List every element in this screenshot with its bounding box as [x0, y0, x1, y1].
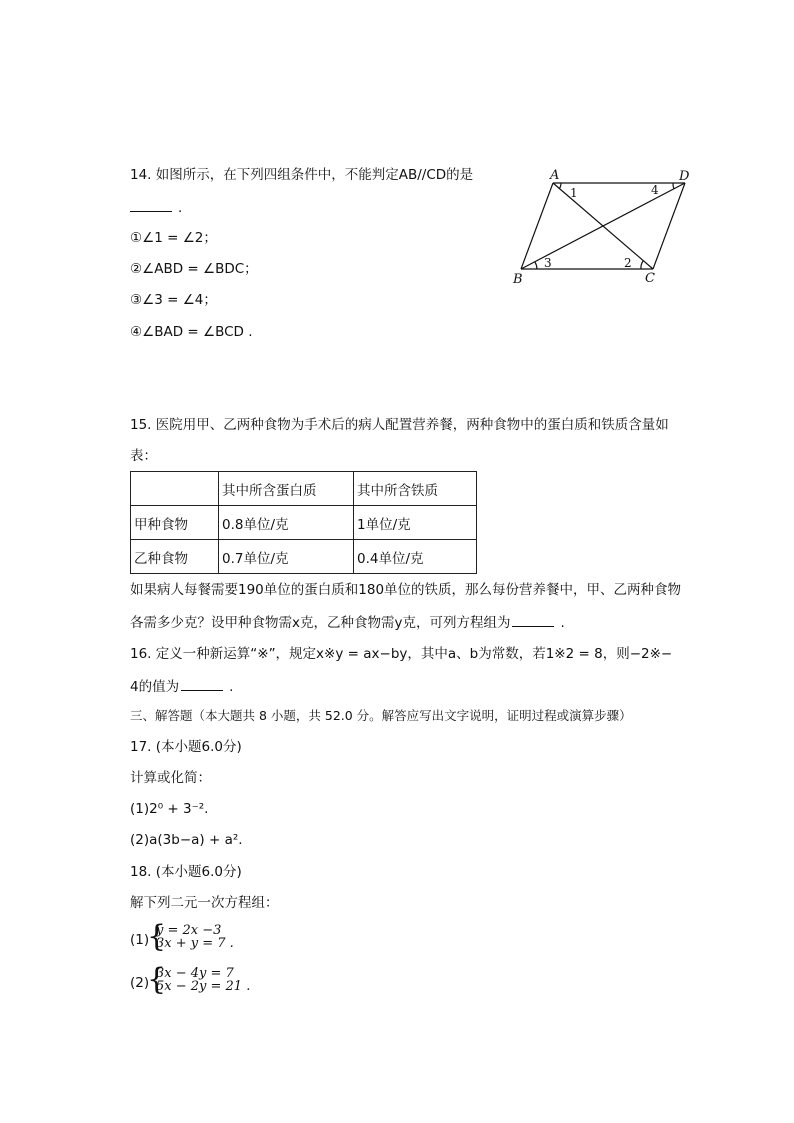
angle-arc-1: [559, 183, 561, 189]
angle-label-4: 4: [651, 183, 659, 197]
q18-title: 18. (本小题6.0分): [130, 864, 242, 880]
brace-icon: {: [147, 962, 167, 997]
vertex-label-b: B: [513, 272, 523, 286]
vertex-label-d: D: [679, 169, 690, 184]
angle-label-3: 3: [544, 256, 552, 270]
angle-label-1: 1: [570, 186, 578, 200]
table-cell: 0.7单位/克: [219, 540, 354, 574]
q18-system-2: [156, 967, 250, 993]
table-cell: 0.4单位/克: [354, 540, 477, 574]
q15-after-line1: 如果病人每餐需要190单位的蛋白质和180单位的铁质，那么每份营养餐中，甲、乙两种食物: [130, 582, 682, 598]
angle-arc-3: [535, 262, 537, 269]
q18-system-1: [156, 924, 234, 950]
q17-item-1: (1)2⁰ + 3⁻².: [130, 801, 209, 817]
q14-stem-text: 14. 如图所示，在下列四组条件中，不能判定AB//CD的是: [130, 167, 474, 183]
nutrition-table: [130, 471, 477, 574]
table-cell: 乙种食物: [131, 540, 219, 574]
answer-blank: [512, 612, 554, 627]
equation: y = 2x −3: [156, 923, 222, 938]
parallelogram-diagram: [508, 166, 698, 286]
q17-instruction: 计算或化简：: [130, 770, 211, 786]
q16-tail: .: [229, 679, 234, 695]
q16-line2-text: 4的值为: [130, 679, 180, 695]
q14-stem: [130, 165, 473, 185]
q15-after-line2: [130, 612, 565, 633]
angle-arc-2: [641, 261, 643, 269]
answer-blank: [130, 197, 172, 212]
q18-sys1-label: (1): [130, 932, 150, 948]
q18-instruction: 解下列二元一次方程组：: [130, 895, 279, 911]
table-row: [131, 540, 477, 574]
table-row: [131, 506, 477, 540]
q15-after-tail: .: [560, 615, 565, 631]
table-cell: 甲种食物: [131, 506, 219, 540]
q15-stem-line2: 表：: [130, 448, 157, 464]
q14-blank-tail: .: [178, 200, 183, 216]
equation: 3x − 4y = 7: [156, 966, 234, 981]
q18-sys2-label: (2): [130, 975, 150, 991]
q14-blank-line: [130, 197, 182, 218]
q17-item-2: (2)a(3b−a) + a².: [130, 832, 243, 848]
equation: 3x + y = 7 .: [156, 936, 234, 951]
table-header-cell: 其中所含铁质: [354, 472, 477, 506]
q15-stem-line1: 15. 医院用甲、乙两种食物为手术后的病人配置营养餐，两种食物中的蛋白质和铁质含量如: [130, 417, 669, 433]
table-header-row: [131, 472, 477, 506]
table-header-cell: [131, 472, 219, 506]
angle-label-2: 2: [624, 256, 632, 270]
q14-option-1: ①∠1 = ∠2；: [130, 230, 217, 246]
section-header: 三、解答题（本大题共 8 小题，共 52.0 分。解答应写出文字说明，证明过程或演算步骤）: [130, 708, 632, 723]
q16-line2: [130, 676, 233, 697]
q14-option-2: ②∠ABD = ∠BDC；: [130, 261, 258, 277]
q14-option-4: ④∠BAD = ∠BCD .: [130, 324, 253, 340]
vertex-label-c: C: [645, 271, 655, 286]
q15-after-line2-text: 各需多少克？设甲种食物需x克，乙种食物需y克，可列方程组为: [130, 615, 511, 631]
parallelogram-figure: [508, 166, 698, 290]
brace-icon: {: [147, 919, 167, 954]
vertex-label-a: A: [550, 168, 560, 183]
angle-arc-4: [673, 183, 674, 189]
table-cell: 1单位/克: [354, 506, 477, 540]
table-header-cell: 其中所含蛋白质: [219, 472, 354, 506]
q16-line1: 16. 定义一种新运算“※”，规定x※y = ax−by，其中a、b为常数，若1※2 = 8，则−2※−: [130, 646, 673, 662]
q14-option-3: ③∠3 = ∠4；: [130, 292, 217, 308]
table-cell: 0.8单位/克: [219, 506, 354, 540]
equation: 5x − 2y = 21 .: [156, 979, 251, 994]
answer-blank: [181, 676, 223, 691]
q17-title: 17. (本小题6.0分): [130, 739, 242, 755]
